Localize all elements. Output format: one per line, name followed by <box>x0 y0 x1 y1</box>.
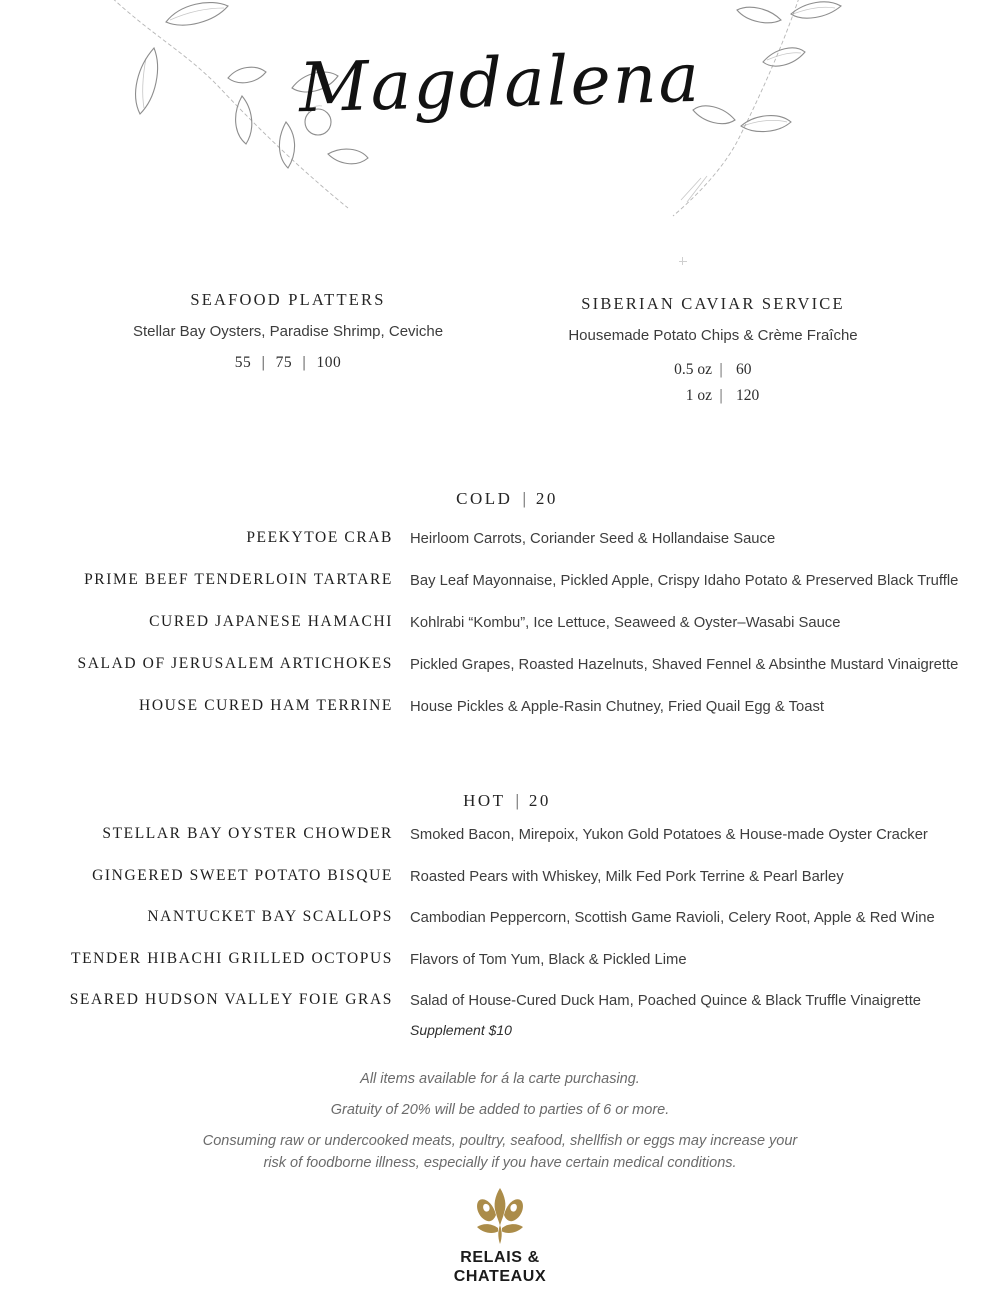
caviar-size: 1 oz <box>685 387 712 404</box>
hot-section-price: 20 <box>528 791 551 810</box>
cold-section-heading <box>0 487 1000 511</box>
dish-row <box>0 654 1000 696</box>
dish-row <box>0 907 1000 949</box>
dish-description: House Pickles & Apple-Rasin Chutney, Fried Quail Egg & Toast <box>410 699 824 715</box>
caviar-service-block <box>528 293 898 409</box>
cold-items-list <box>0 528 1000 738</box>
footnote-a-la-carte: All items available for á la carte purchasing. <box>360 1071 640 1087</box>
dish-name: TENDER HIBACHI GRILLED OCTOPUS <box>71 949 393 967</box>
dish-description: Cambodian Peppercorn, Scottish Game Ravioli, Celery Root, Apple & Red Wine <box>410 910 935 926</box>
dish-name: STELLAR BAY OYSTER CHOWDER <box>102 825 393 842</box>
hot-items-list <box>0 824 1000 1038</box>
fleur-de-lis-icon <box>476 1188 524 1244</box>
price-separator: | <box>719 387 723 404</box>
dish-supplement-note: Supplement $10 <box>410 1022 512 1038</box>
dish-row <box>0 528 1000 570</box>
dish-description: Pickled Grapes, Roasted Hazelnuts, Shaved Fennel & Absinthe Mustard Vinaigrette <box>410 657 959 673</box>
dish-name: PRIME BEEF TENDERLOIN TARTARE <box>84 571 393 588</box>
dish-description: Flavors of Tom Yum, Black & Pickled Lime <box>410 951 687 968</box>
caviar-size: 0.5 oz <box>674 361 712 378</box>
price-separator: | <box>719 361 723 378</box>
caviar-service-title: SIBERIAN CAVIAR SERVICE <box>581 294 845 313</box>
dish-description: Heirloom Carrots, Coriander Seed & Hollandaise Sauce <box>410 531 776 547</box>
caviar-price-row <box>528 357 898 383</box>
footnotes <box>0 1068 1000 1174</box>
dish-name: GINGERED SWEET POTATO BISQUE <box>92 866 393 884</box>
dish-row <box>0 696 1000 738</box>
relais-chateaux-logo <box>0 1188 1000 1286</box>
caviar-price-row <box>528 383 898 409</box>
logo-wordmark <box>454 1248 547 1286</box>
seafood-platters-block <box>88 289 488 372</box>
dish-row <box>0 570 1000 612</box>
dish-row <box>0 612 1000 654</box>
dish-row <box>0 824 1000 866</box>
heading-separator: | <box>515 791 519 810</box>
seafood-platters-title: SEAFOOD PLATTERS <box>190 290 386 309</box>
dish-name: CURED JAPANESE HAMACHI <box>149 613 393 630</box>
footnote-gratuity: Gratuity of 20% will be added to parties of 6 or more. <box>330 1102 670 1118</box>
cold-section-price: 20 <box>535 489 558 508</box>
dish-name: SALAD OF JERUSALEM ARTICHOKES <box>77 655 393 672</box>
dish-row <box>0 990 1000 1038</box>
logo-line-2: CHATEAUX <box>453 1268 547 1285</box>
logo-line-1: RELAIS & <box>460 1249 540 1266</box>
heading-separator: | <box>522 489 526 508</box>
dish-description: Roasted Pears with Whiskey, Milk Fed Pork Terrine & Pearl Barley <box>410 868 844 885</box>
dish-description: Kohlrabi “Kombu”, Ice Lettuce, Seaweed & Oyster–Wasabi Sauce <box>410 615 841 631</box>
dish-name: SEARED HUDSON VALLEY FOIE GRAS <box>69 991 393 1008</box>
hot-section-heading <box>0 789 1000 813</box>
dish-description: Bay Leaf Mayonnaise, Pickled Apple, Crispy Idaho Potato & Preserved Black Truffle <box>410 573 959 589</box>
sketch-mark <box>679 257 687 265</box>
restaurant-name: Magdalena <box>297 38 703 129</box>
cold-section-title: COLD <box>456 489 513 508</box>
dish-row <box>0 866 1000 908</box>
caviar-price: 120 <box>736 387 760 404</box>
caviar-price-list <box>528 357 898 409</box>
dish-name: HOUSE CURED HAM TERRINE <box>139 697 393 714</box>
dish-description-text: Salad of House-Cured Duck Ham, Poached Quince & Black Truffle Vinaigrette <box>410 993 922 1009</box>
dish-name: PEEKYTOE CRAB <box>246 529 393 546</box>
caviar-price: 60 <box>736 361 752 378</box>
footnote-consumer-advisory: Consuming raw or undercooked meats, poultry, seafood, shellfish or eggs may increase your risk of foodborne illness, especially if you have certain medical conditions. <box>202 1133 798 1171</box>
seafood-platters-prices: 55 | 75 | 100 <box>234 354 342 371</box>
seafood-platters-description: Stellar Bay Oysters, Paradise Shrimp, Ceviche <box>132 323 444 340</box>
hot-section-title: HOT <box>463 791 506 810</box>
dish-description <box>410 990 1000 1040</box>
caviar-service-description: Housemade Potato Chips & Crème Fraîche <box>568 327 858 344</box>
dish-name: NANTUCKET BAY SCALLOPS <box>147 908 393 925</box>
dish-row <box>0 949 1000 991</box>
dish-description: Smoked Bacon, Mirepoix, Yukon Gold Potatoes & House-made Oyster Cracker <box>410 827 928 843</box>
